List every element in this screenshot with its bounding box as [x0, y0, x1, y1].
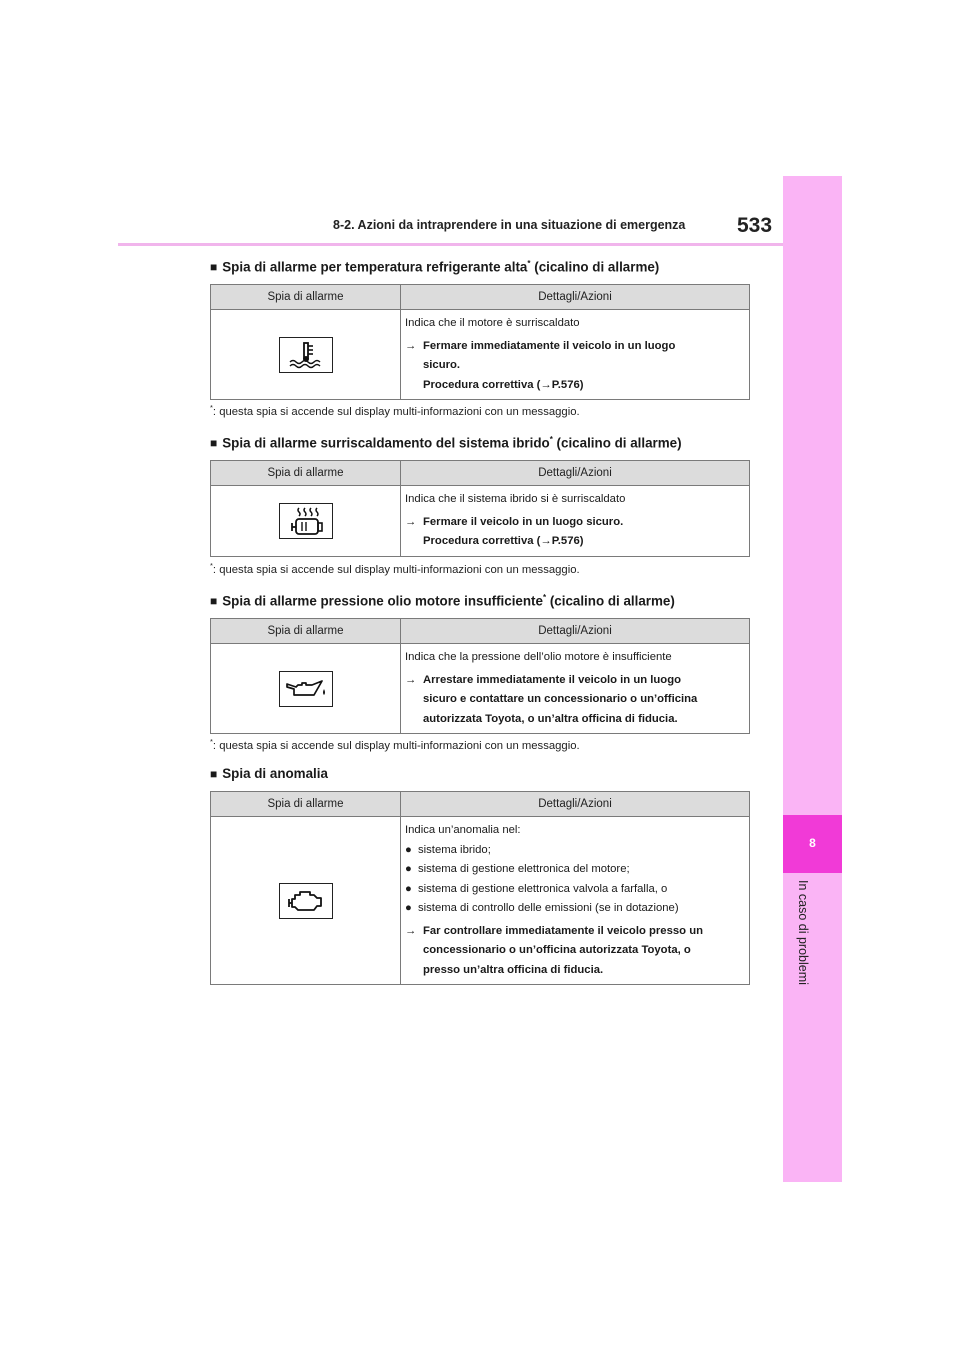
heading-text: Spia di allarme per temperatura refrigerante alta — [222, 259, 528, 275]
heading-square-bullet: ■ — [210, 767, 218, 781]
action-line: sicuro. — [423, 359, 461, 371]
heading-asterisk: * — [549, 435, 553, 444]
detail-description: Indica che il motore è surriscaldato — [405, 317, 580, 329]
section-heading-malfunction — [210, 766, 328, 781]
list-item — [405, 899, 741, 919]
icon-cell — [211, 644, 401, 734]
arrow-icon: → — [405, 924, 417, 937]
warning-light-frame — [279, 883, 333, 919]
footnote-text: : questa spia si accende sul display multi-informazioni con un messaggio. — [212, 405, 580, 418]
page-number: 533 — [737, 214, 773, 237]
table-header-light: Spia di allarme — [211, 619, 401, 644]
chapter-number: 8 — [809, 836, 816, 850]
table-header-details: Dettagli/Azioni — [401, 285, 750, 310]
warning-light-frame — [279, 503, 333, 539]
table-header-details: Dettagli/Azioni — [401, 619, 750, 644]
heading-text: Spia di allarme pressione olio motore insufficiente — [222, 593, 543, 609]
table-header-light: Spia di allarme — [211, 461, 401, 486]
hybrid-system-overheat-icon — [286, 506, 326, 536]
list-item — [405, 860, 741, 880]
list-item — [405, 841, 741, 861]
coolant-temperature-icon — [286, 341, 326, 369]
heading-asterisk: * — [527, 259, 531, 268]
action-line: autorizzata Toyota, o un’altra officina di fiducia. — [423, 712, 678, 725]
chapter-side-tab — [783, 176, 842, 1182]
action-line: Procedura correttiva (→P.576) — [423, 378, 584, 391]
action-line: Arrestare immediatamente il veicolo in un luogo — [423, 673, 682, 686]
header-divider — [118, 243, 784, 246]
footnote — [210, 403, 580, 418]
bullet-icon: ● — [405, 843, 412, 856]
action-line: Fermare il veicolo in un luogo sicuro. — [423, 515, 624, 528]
bullet-text: sistema di gestione elettronica del motore; — [418, 863, 630, 875]
warning-light-frame — [279, 337, 333, 373]
heading-text: Spia di anomalia — [222, 766, 328, 781]
warning-table-coolant — [210, 284, 750, 400]
detail-action — [405, 513, 741, 552]
heading-text: Spia di allarme surriscaldamento del sistema ibrido — [222, 435, 550, 451]
bullet-text: sistema ibrido; — [418, 843, 491, 856]
details-cell — [401, 817, 750, 985]
footnote-asterisk: * — [210, 737, 213, 746]
bullet-text: sistema di controllo delle emissioni (se in dotazione) — [418, 902, 679, 914]
chapter-section-title: 8-2. Azioni da intraprendere in una situazione di emergenza — [333, 218, 686, 232]
section-heading-coolant — [210, 259, 659, 274]
action-line: concessionario o un’officina autorizzata Toyota, o — [423, 944, 691, 956]
heading-asterisk: * — [542, 593, 547, 602]
section-heading-hybrid — [210, 435, 682, 450]
table-header-light: Spia di allarme — [211, 792, 401, 817]
detail-action — [405, 337, 741, 396]
heading-square-bullet: ■ — [210, 436, 218, 451]
bullet-text: sistema di gestione elettronica valvola a farfalla, o — [418, 882, 668, 895]
bullet-icon: ● — [405, 882, 412, 895]
footnote-asterisk: * — [210, 561, 213, 570]
warning-light-frame — [279, 671, 333, 707]
action-line: sicuro e contattare un concessionario o un’officina — [423, 693, 698, 705]
bullet-icon: ● — [405, 902, 412, 914]
footnote — [210, 561, 580, 576]
heading-square-bullet: ■ — [210, 594, 218, 609]
table-header-details: Dettagli/Azioni — [401, 461, 750, 486]
oil-pressure-icon — [284, 675, 328, 703]
arrow-icon: → — [405, 673, 417, 686]
detail-action — [405, 922, 741, 981]
action-line: Fermare immediatamente il veicolo in un luogo — [423, 339, 676, 352]
action-line: Procedura correttiva (→P.576) — [423, 535, 584, 547]
heading-square-bullet: ■ — [210, 260, 218, 275]
table-header-light: Spia di allarme — [211, 285, 401, 310]
detail-description: Indica un’anomalia nel: — [405, 824, 521, 836]
table-header-details: Dettagli/Azioni — [401, 792, 750, 817]
details-cell — [401, 644, 750, 734]
detail-action — [405, 671, 741, 730]
detail-description: Indica che il sistema ibrido si è surriscaldato — [405, 493, 626, 505]
list-item — [405, 880, 741, 900]
chapter-name: In caso di problemi — [796, 880, 810, 985]
heading-suffix: (cicalino di allarme) — [546, 593, 675, 609]
heading-suffix: (cicalino di allarme) — [530, 259, 660, 275]
details-cell — [401, 486, 750, 557]
warning-table-oil — [210, 618, 750, 734]
bullet-icon: ● — [405, 863, 412, 875]
section-heading-oil — [210, 593, 675, 608]
footnote — [210, 737, 580, 752]
detail-description: Indica che la pressione dell’olio motore è insufficiente — [405, 651, 672, 663]
action-line: presso un’altra officina di fiducia. — [423, 963, 604, 976]
arrow-icon: → — [405, 339, 417, 352]
icon-cell — [211, 310, 401, 400]
warning-table-hybrid — [210, 460, 750, 557]
footnote-text: : questa spia si accende sul display multi-informazioni con un messaggio. — [212, 739, 580, 752]
footnote-asterisk: * — [210, 403, 213, 412]
footnote-text: : questa spia si accende sul display multi-informazioni con un messaggio. — [212, 563, 580, 576]
icon-cell — [211, 817, 401, 985]
check-engine-icon — [286, 887, 326, 915]
arrow-icon: → — [405, 515, 417, 528]
details-cell — [401, 310, 750, 400]
action-line: Far controllare immediatamente il veicolo presso un — [423, 924, 703, 937]
warning-table-malfunction — [210, 791, 750, 985]
heading-suffix: (cicalino di allarme) — [552, 435, 682, 451]
icon-cell — [211, 486, 401, 557]
